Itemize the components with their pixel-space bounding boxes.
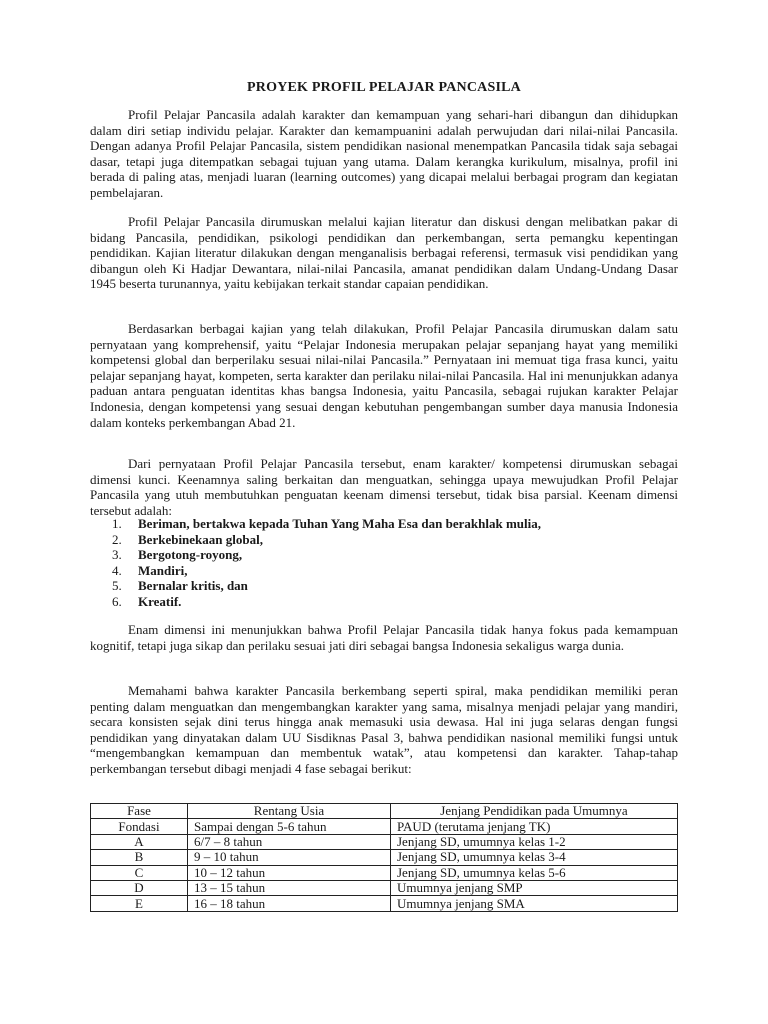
table-row <box>91 834 678 849</box>
list-text: Beriman, bertakwa kepada Tuhan Yang Maha Esa dan berakhlak mulia, <box>138 516 541 531</box>
cell-level: Jenjang SD, umumnya kelas 5-6 <box>391 865 678 880</box>
header-age-range: Rentang Usia <box>188 804 391 819</box>
list-item <box>112 532 541 548</box>
cell-phase: D <box>91 880 188 895</box>
cell-phase: E <box>91 896 188 911</box>
paragraph-dimensions-intro: Dari pernyataan Profil Pelajar Pancasila tersebut, enam karakter/ kompetensi dirumuskan sebagai dimensi kunci. Keenamnya saling berkaitan dan menguatkan, sehingga upaya mewujudkan Profil Pelajar Pancasila yang utuh membutuhkan penguatan keenam dimensi tersebut, tidak bisa parsial. Keenam dimensi tersebut adalah: <box>90 456 678 518</box>
cell-phase: C <box>91 865 188 880</box>
paragraph-intro: Profil Pelajar Pancasila adalah karakter dan kemampuan yang sehari-hari dibangun dan dihidupkan dalam diri setiap individu pelajar. Karakter dan kemampuanini adalah perwujudan dari nilai-nilai Pancasila. Dengan adanya Profil Pelajar Pancasila, sistem pendidikan nasional menempatkan Pancasila tidak saja sebagai dasar, tetapi juga ditempatkan sebagai tujuan yang utama. Dalam kerangka kurikulum, misalnya, profil ini berada di paling atas, menjadi luaran (learning outcomes) yang dicapai melalui berbagai program dan kegiatan pembelajaran. <box>90 107 678 200</box>
table-row <box>91 896 678 911</box>
list-number: 1. <box>112 516 122 531</box>
cell-age: 13 – 15 tahun <box>188 880 391 895</box>
list-item <box>112 563 541 579</box>
cell-level: Umumnya jenjang SMP <box>391 880 678 895</box>
paragraph-dimensions-summary: Enam dimensi ini menunjukkan bahwa Profil Pelajar Pancasila tidak hanya fokus pada kemampuan kognitif, tetapi juga sikap dan perilaku sesuai jati diri sebagai bangsa Indonesia sekaligus warga dunia. <box>90 622 678 653</box>
cell-level: Jenjang SD, umumnya kelas 1-2 <box>391 834 678 849</box>
header-phase: Fase <box>91 804 188 819</box>
cell-age: Sampai dengan 5-6 tahun <box>188 819 391 834</box>
list-text: Bergotong-royong, <box>138 547 243 563</box>
list-item <box>112 594 541 610</box>
list-number: 6. <box>112 593 122 609</box>
header-education-level: Jenjang Pendidikan pada Umumnya <box>391 804 678 819</box>
cell-level: Umumnya jenjang SMA <box>391 896 678 911</box>
list-item <box>112 547 541 563</box>
list-text: Mandiri, <box>138 562 188 578</box>
paragraph-formulation: Profil Pelajar Pancasila dirumuskan melalui kajian literatur dan diskusi dengan melibatkan pakar di bidang Pancasila, pendidikan, psikologi pendidikan dan perkembangan, serta pemangku kepentingan pendidikan. Kajian literatur dilakukan dengan menganalisis berbagai referensi, termasuk visi pendidikan yang dibangun oleh Ki Hadjar Dewantara, nilai-nilai Pancasila, amanat pendidikan dalam Undang-Undang Dasar 1945 beserta turunannya, yaitu kebijakan terkait standar capaian pendidikan. <box>90 214 678 292</box>
cell-phase: A <box>91 834 188 849</box>
table-header-row <box>91 804 678 819</box>
list-text: Kreatif. <box>138 593 182 609</box>
list-number: 3. <box>112 547 122 563</box>
cell-phase: B <box>91 850 188 865</box>
cell-level: PAUD (terutama jenjang TK) <box>391 819 678 834</box>
cell-phase: Fondasi <box>91 819 188 834</box>
list-item <box>112 578 541 594</box>
phases-table <box>90 803 678 912</box>
table-row <box>91 865 678 880</box>
paragraph-phases-intro: Memahami bahwa karakter Pancasila berkembang seperti spiral, maka pendidikan memiliki peran penting dalam menguatkan dan mengembangkan karakter yang sama, misalnya menjadi pelajar yang mandiri, secara konsisten sejak dini terus hingga anak memasuki usia dewasa. Hal ini juga selaras dengan fungsi pendidikan yang dinyatakan dalam UU Sisdiknas Pasal 3, bahwa pendidikan nasional memiliki fungsi untuk “mengembangkan kemampuan dan membentuk watak”, atau kompetensi dan karakter. Tahap-tahap perkembangan tersebut dibagi menjadi 4 fase sebagai berikut: <box>90 683 678 776</box>
dimensions-list <box>112 516 541 610</box>
list-text: Berkebinekaan global, <box>138 531 263 547</box>
table-row <box>91 850 678 865</box>
cell-age: 10 – 12 tahun <box>188 865 391 880</box>
document-title: PROYEK PROFIL PELAJAR PANCASILA <box>247 80 521 95</box>
cell-level: Jenjang SD, umumnya kelas 3-4 <box>391 850 678 865</box>
table-row <box>91 819 678 834</box>
list-item <box>112 516 541 532</box>
cell-age: 6/7 – 8 tahun <box>188 834 391 849</box>
table-row <box>91 880 678 895</box>
list-number: 5. <box>112 578 122 594</box>
cell-age: 9 – 10 tahun <box>188 850 391 865</box>
cell-age: 16 – 18 tahun <box>188 896 391 911</box>
paragraph-statement: Berdasarkan berbagai kajian yang telah dilakukan, Profil Pelajar Pancasila dirumuskan dalam satu pernyataan yang komprehensif, yaitu “Pelajar Indonesia merupakan pelajar sepanjang hayat yang memiliki kompetensi global dan berperilaku sesuai nilai-nilai Pancasila.” Pernyataan ini memuat tiga frasa kunci, yaitu pelajar sepanjang hayat, kompeten, serta karakter dan perilaku nilai-nilai Pancasila. Hal ini menunjukkan adanya paduan antara penguatan identitas khas bangsa Indonesia, yaitu Pancasila, sebagai rujukan karakter Pelajar Indonesia, dengan kompetensi yang sesuai dengan kebutuhan pengembangan sumber daya manusia Indonesia dalam konteks perkembangan Abad 21. <box>90 321 678 430</box>
list-number: 4. <box>112 562 122 578</box>
list-text: Bernalar kritis, dan <box>138 578 248 594</box>
list-number: 2. <box>112 531 122 547</box>
